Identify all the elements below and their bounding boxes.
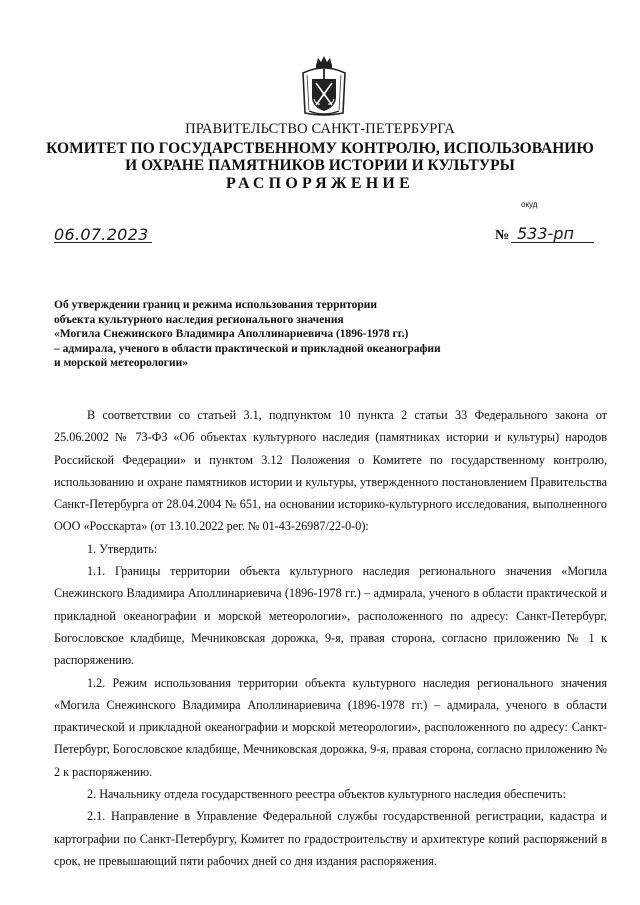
- title-line: и морской метеорологии»: [54, 357, 189, 369]
- government-name: ПРАВИТЕЛЬСТВО САНКТ-ПЕТЕРБУРГА: [185, 121, 455, 137]
- paragraph-preamble: В соответствии со статьей 3.1, подпунктом 10 пункта 2 статьи 33 Федерального закона от 25.06.2002 № 73-ФЗ «Об объектах культурного наследия (памятниках истории и культуры) народов Российской Федерации» и пунктом 3.12 Положения о Комитете по государственному контролю, использованию и охране памятников истории и культуры, утвержденного постановлением Правительства Санкт-Петербурга от 28.04.2004 № 651, на основании историко-культурного исследования, выполненного ООО «Росскарта» (от 13.10.2022 рег. № 01-43-26987/22-0-0):: [54, 408, 607, 534]
- title-line: – адмирала, ученого в области практической и прикладной океанографии: [54, 342, 441, 355]
- document-number: 533-рп: [517, 224, 574, 243]
- committee-name-line2: И ОХРАНЕ ПАМЯТНИКОВ ИСТОРИИ И КУЛЬТУРЫ: [125, 157, 515, 174]
- paragraph-item-2-1: 2.1. Направление в Управление Федеральной службы государственной регистрации, кадастра и картографии по Санкт-Петербургу, Комитет по градостроительству и архитектуре копий распоряжений в срок, не превышающий пяти рабочих дней со дня издания распоряжения.: [54, 809, 607, 868]
- title-line: Об утверждении границ и режима использования территории: [54, 299, 378, 311]
- paragraph-item-1: 1. Утвердить:: [87, 541, 158, 556]
- document-body: [54, 404, 607, 872]
- okud-label: окуд: [521, 200, 538, 209]
- date-underline: [54, 242, 152, 243]
- document-date: 06.07.2023: [54, 225, 149, 244]
- paragraph-item-2: 2. Начальнику отдела государственного реестра объектов культурного наследия обеспечить:: [87, 787, 566, 802]
- title-line: объекта культурного наследия регионального значения: [54, 313, 344, 326]
- coat-of-arms-icon: [299, 55, 349, 117]
- paragraph-item-1-2: 1.2. Режим использования территории объекта культурного наследия регионального значения «Могила Снежинского Владимира Аполлинариевича (1896-1978 гг.) – адмирала, ученого в области практической и прикладной океанографии и морской метеорологии», расположенного по адресу: Санкт-Петербург, Богословское кладбище, Мечниковская дорожка, 9-я, правая сторона, согласно приложению № 2 к распоряжению.: [54, 675, 607, 779]
- committee-name-line1: КОМИТЕТ ПО ГОСУДАРСТВЕННОМУ КОНТРОЛЮ, ИСПОЛЬЗОВАНИЮ: [46, 140, 594, 157]
- title-line: «Могила Снежинского Владимира Аполлинариевича (1896-1978 гг.): [54, 328, 409, 340]
- number-underline: [511, 242, 594, 243]
- paragraph-item-1-1: 1.1. Границы территории объекта культурного наследия регионального значения «Могила Снежинского Владимира Аполлинариевича (1896-1978 гг.) – адмирала, ученого в области практической и прикладной океанографии и морской метеорологии», расположенного по адресу: Санкт-Петербург, Богословское кладбище, Мечниковская дорожка, 9-я, правая сторона, согласно приложению № 1 к распоряжению.: [54, 564, 607, 668]
- document-type: РАСПОРЯЖЕНИЕ: [226, 175, 414, 192]
- number-label: №: [495, 228, 510, 243]
- document-title: [54, 298, 614, 371]
